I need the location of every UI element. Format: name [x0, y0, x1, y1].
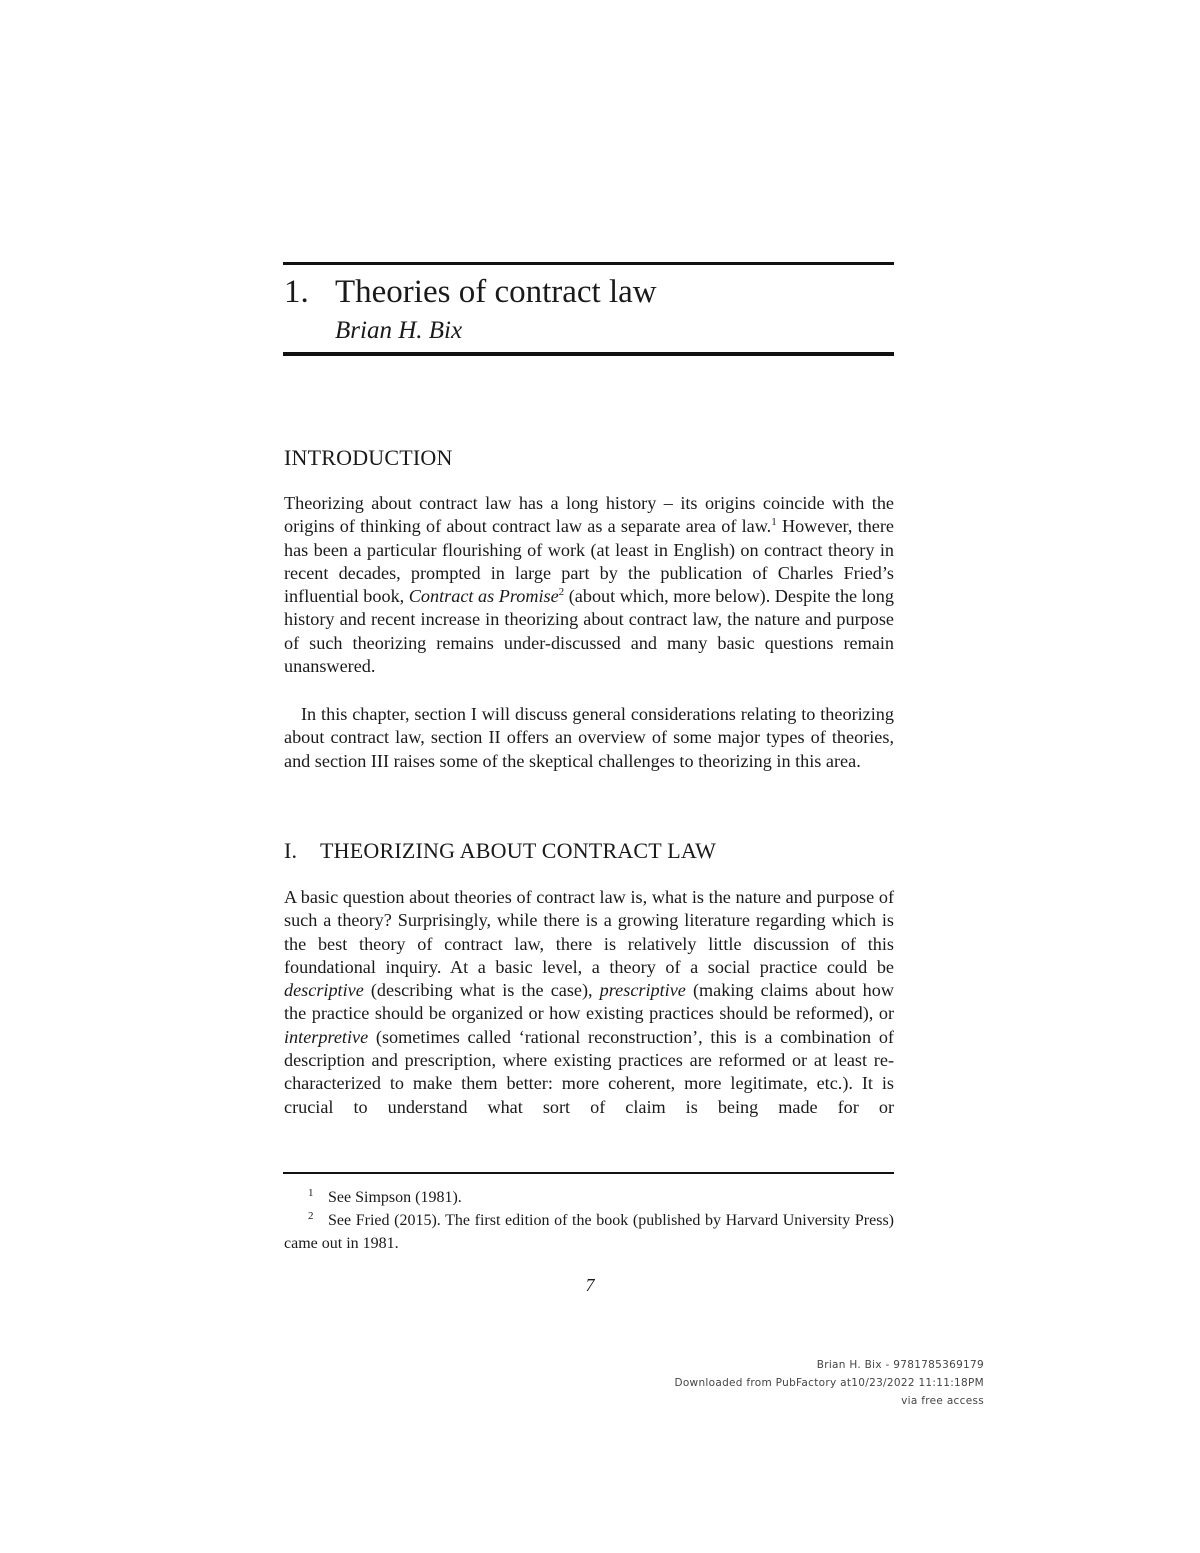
download-watermark	[674, 1356, 984, 1410]
term-prescriptive: prescriptive	[599, 980, 686, 1001]
section-1-number: I.	[284, 838, 298, 863]
section-1-paragraph-1	[284, 886, 894, 1119]
introduction-heading: INTRODUCTION	[284, 445, 453, 470]
footnote-1: 1 See Simpson (1981).	[308, 1186, 462, 1206]
footnote-1-text: See Simpson (1981).	[328, 1189, 462, 1206]
section-1-title: THEORIZING ABOUT CONTRACT LAW	[320, 838, 717, 863]
sec1-p1-text-d: (sometimes called ‘rational reconstruction’, this is a combination of description and prescription, where existing practices are reformed or at least re-characterized to make them better: more coherent, more legitimate, etc.). It is crucial to understand what sort of claim is being made for or	[284, 1026, 894, 1117]
title-top-rule	[283, 262, 894, 265]
sec1-p1-text-b: (describing what is the case),	[363, 980, 600, 1001]
download-note-line-1: Brian H. Bix - 9781785369179	[816, 1359, 984, 1371]
intro-p1-text-b: However, there has been a particular flourishing of work (at least in English) on contract theory in recent decades, prompted in large part by the publication of Charles Fried’s influential book,	[284, 516, 895, 607]
sec1-p1-text-a: A basic question about theories of contract law is, what is the nature and purpose of such a theory? Surprisingly, while there is a growing literature regarding which is the best theory of contract law, there is relatively little discussion of this foundational inquiry. At a basic level, a theory of a social practice could be	[284, 887, 894, 977]
chapter-title: Theories of contract law	[335, 274, 657, 310]
title-bottom-rule	[283, 352, 894, 356]
page-number: 7	[585, 1275, 595, 1295]
download-note-line-3: via free access	[901, 1395, 984, 1407]
chapter-number: 1.	[284, 274, 309, 310]
term-descriptive: descriptive	[284, 980, 364, 1001]
download-note-line-2: Downloaded from PubFactory at10/23/2022 11:11:18PM	[674, 1377, 984, 1389]
footnotes	[284, 1186, 894, 1255]
intro-p1-text-c: (about which, more below). Despite the long history and recent increase in theorizing about contract law, the nature and purpose of such theorizing remains under-discussed and many basic questions remain unanswered.	[284, 586, 894, 677]
footnote-separator	[283, 1172, 894, 1174]
intro-p1-text-a: Theorizing about contract law has a long history – its origins coincide with the origins of thinking of about contract law as a separate area of law.	[284, 493, 894, 537]
introduction-paragraph-2: In this chapter, section I will discuss general considerations relating to theorizing about contract law, section II offers an overview of some major types of theories, and section III raises some of the skeptical challenges to theorizing in this area.	[284, 704, 894, 771]
footnote-ref-1[interactable]: 1	[771, 516, 777, 529]
term-interpretive: interpretive	[284, 1026, 369, 1047]
introduction-paragraph-1	[284, 492, 894, 678]
footnote-2: 2 See Fried (2015). The first edition of the book (published by Harvard University Press) came out in 1981.	[284, 1209, 894, 1252]
section-1-heading	[284, 836, 716, 866]
sec1-p1-text-c: (making claims about how the practice should be organized or how existing practices should be reformed), or	[284, 980, 894, 1024]
chapter-author: Brian H. Bix	[335, 317, 463, 344]
book-title: Contract as Promise	[408, 586, 559, 607]
footnote-2-text: See Fried (2015). The first edition of the book (published by Harvard University Press) came out in 1981.	[284, 1212, 894, 1252]
footnote-ref-2[interactable]: 2	[558, 586, 565, 599]
